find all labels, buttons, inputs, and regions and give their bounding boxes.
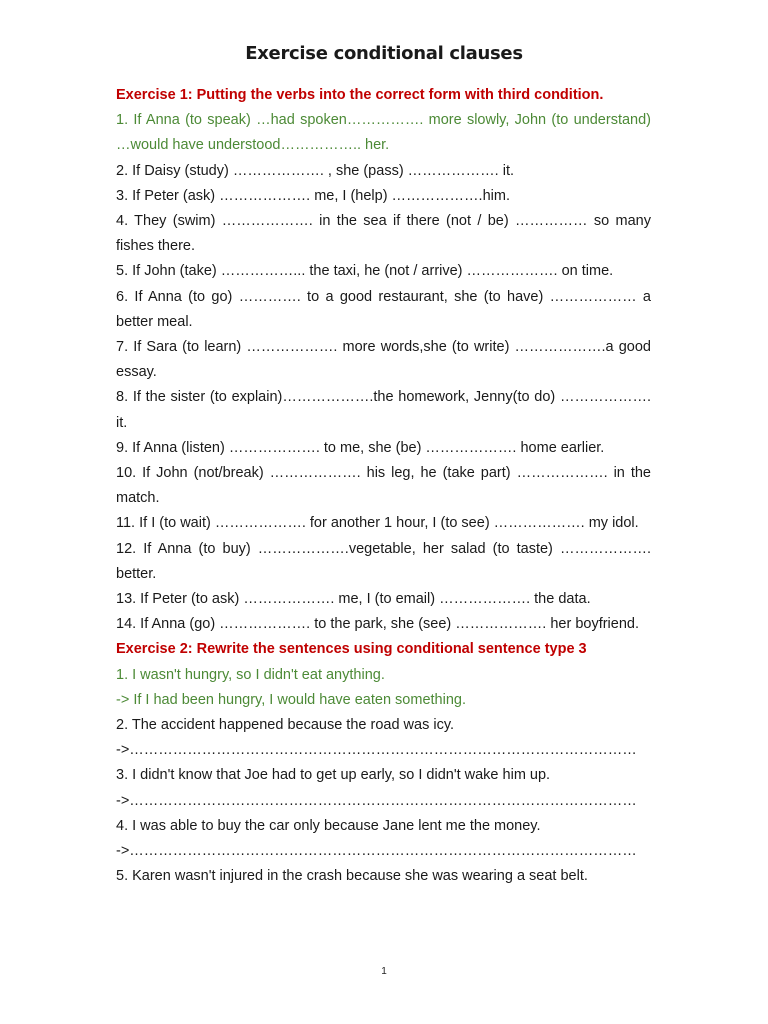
exercise1-heading: Exercise 1: Putting the verbs into the correct form with third condition.: [116, 87, 604, 103]
exercise1-item: 8. If the sister (to explain)……………….the homework, Jenny(to do) ………………. it.: [116, 389, 651, 431]
exercise1-item: 9. If Anna (listen) ………………. to me, she (be) ………………. home earlier.: [116, 439, 605, 456]
page-number: 1: [381, 966, 387, 977]
exercise2-question: 3. I didn't know that Joe had to get up early, so I didn't wake him up.: [116, 767, 551, 784]
exercise1-item: 7. If Sara (to learn) ………………. more words,she (to write) ……………….a good essay.: [116, 339, 651, 381]
exercise2-answer-blank: ->……………………………………………………………………………………………: [116, 843, 637, 860]
exercise1-item: 6. If Anna (to go) …………. to a good restaurant, she (to have) ……………… a better meal.: [116, 288, 651, 330]
exercise1-item: 3. If Peter (ask) ………………. me, I (help) ……………….him.: [116, 187, 510, 204]
exercise2-heading: Exercise 2: Rewrite the sentences using conditional sentence type 3: [116, 641, 587, 658]
page-title: Exercise conditional clauses: [245, 43, 523, 64]
exercise2-question: 2. The accident happened because the road was icy.: [116, 717, 455, 734]
exercise1-item: 2. If Daisy (study) ………………. , she (pass) ………………. it.: [116, 162, 515, 179]
exercise1-item: 4. They (swim) ………………. in the sea if there (not / be) …………… so many fishes there.: [116, 213, 651, 255]
exercise1-example: 1. If Anna (to speak) …had spoken……………. more slowly, John (to understand) …would have understood…………….. her.: [116, 112, 651, 154]
exercise2-answer-blank: ->……………………………………………………………………………………………: [116, 742, 637, 759]
exercise2-answer-blank: ->……………………………………………………………………………………………: [116, 792, 637, 809]
exercise2-example-question: 1. I wasn't hungry, so I didn't eat anything.: [116, 666, 385, 683]
exercise2-question: 4. I was able to buy the car only because Jane lent me the money.: [116, 817, 541, 834]
exercise1-item: 14. If Anna (go) ………………. to the park, she (see) ………………. her boyfriend.: [116, 616, 639, 633]
exercise1-item: 12. If Anna (to buy) ……………….vegetable, her salad (to taste) ………………. better.: [116, 540, 651, 582]
exercise2-example-answer: -> If I had been hungry, I would have eaten something.: [116, 691, 466, 708]
exercise1-item: 5. If John (take) ……………... the taxi, he (not / arrive) ………………. on time.: [116, 263, 614, 280]
exercise1-item: 13. If Peter (to ask) ………………. me, I (to email) ………………. the data.: [116, 591, 591, 608]
exercise1-item: 10. If John (not/break) ………………. his leg, he (take part) ………………. in the match.: [116, 465, 651, 507]
exercise1-item: 11. If I (to wait) ………………. for another 1 hour, I (to see) ………………. my idol.: [116, 515, 639, 532]
exercise2-question: 5. Karen wasn't injured in the crash because she was wearing a seat belt.: [116, 868, 588, 885]
document-body: [116, 83, 651, 890]
